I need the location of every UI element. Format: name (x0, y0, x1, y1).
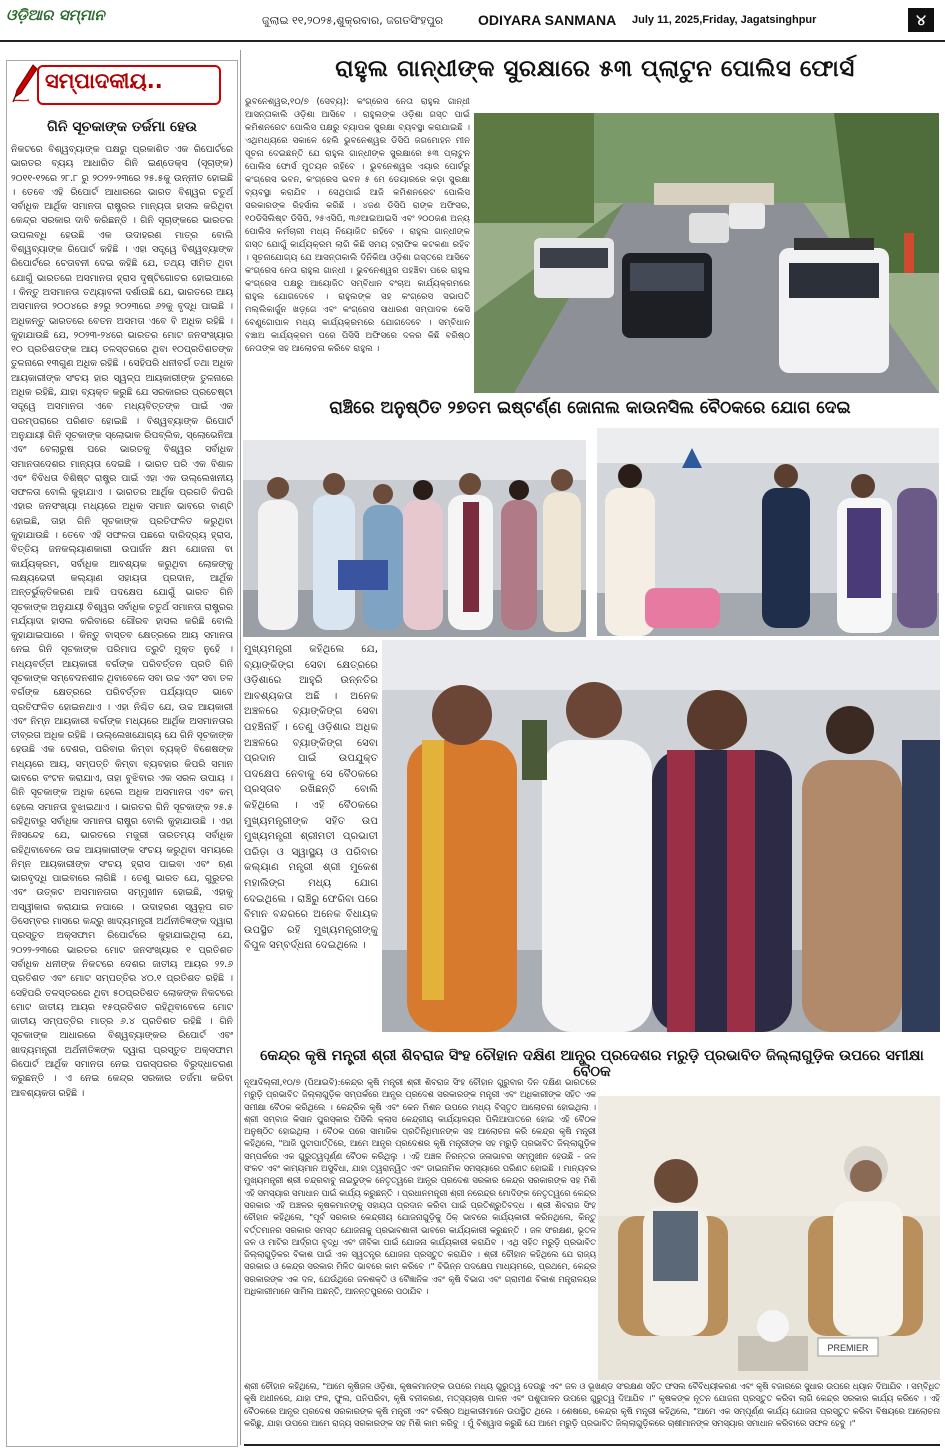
date-odia: ଜୁଲାଇ ୧୧,୨୦୨୫,ଶୁକ୍ରବାର, ଜଗତସିଂହପୁର (262, 14, 444, 27)
story2-body: ମୁଖ୍ୟମନ୍ତ୍ରୀ କହିଥିଲେ ଯେ, ବ୍ୟାଙ୍କିଙ୍ଗ ସେବା କ୍ଷେତ୍ରରେ ଓଡ଼ିଶାରେ ଆହୁରି ଉନ୍ନତିର ଆବଶ୍ୟକତା ଅଛି । ଅନେକ ଅଞ୍ଚଳରେ ବ୍ୟାଙ୍କିଙ୍ଗ ସେବା ପହଞ୍ଚିନାହିଁ । ତେଣୁ ଓଡ଼ିଶାର ଅଧିକ ଅଞ୍ଚଳରେ ବ୍ୟାଙ୍କିଙ୍ଗ ସେବା ପ୍ରଦାନ ପାଇଁ ଉପଯୁକ୍ତ ପଦକ୍ଷେପ ନେବାକୁ ସେ ବୈଠକରେ ପ୍ରସ୍ତାବ ରଖିଛନ୍ତି ବୋଲି କହିଥିଲେ । ଏହି ବୈଠକରେ ମୁଖ୍ୟମନ୍ତ୍ରୀଙ୍କ ସହିତ ଉପ ମୁଖ୍ୟମନ୍ତ୍ରୀ ଶ୍ରୀମତୀ ପ୍ରଭାତୀ ପରିଡ଼ା ଓ ସ୍ୱାସ୍ଥ୍ୟ ଓ ପରିବାର କଲ୍ୟାଣ ମନ୍ତ୍ରୀ ଶ୍ରୀ ମୁକେଶ ମହାଲିଙ୍ଗ ମଧ୍ୟ ଯୋଗ ଦେଇଥିଲେ । ରାଞ୍ଚିରୁ ଫେରିବା ପରେ ବିମାନ ବନ୍ଦରରେ ଅନେକ ବିଧାୟକ ଉପସ୍ଥିତ ରହି ମୁଖ୍ୟମନ୍ତ୍ରୀଙ୍କୁ ବିପୁଳ ସମ୍ବର୍ଦ୍ଧନା ଦେଇଥିଲେ । (244, 644, 378, 952)
date-english: July 11, 2025,Friday, Jagatsinghpur (632, 14, 817, 26)
editorial-body: ନିକଟରେ ବିଶ୍ୱବ୍ୟାଙ୍କ ପକ୍ଷରୁ ପ୍ରକାଶିତ ଏକ ରିପୋର୍ଟରେ ଭାରତର ବ୍ୟୟ ଆଧାରିତ ଗିନି ଇଣ୍ଡେକ୍ସ (ସୂଚାଙ୍କ) ୨୦୧୧-୧୨ରେ ୨୮.୮ ରୁ ୨୦୨୨-୨୩ରେ ୨୫.୫କୁ ଉନ୍ନୀତ ହୋଇଛି । ତେବେ ଏହି ରିପୋର୍ଟ ଆଧାରରେ ଭାରତ ବିଶ୍ୱର ଚତୁର୍ଥ ସର୍ବାଧିକ ଆର୍ଥିକ ସମାନତା ରାଷ୍ଟ୍ରର ମାନ୍ୟତା ହାସଲ କରିଥିବା କେନ୍ଦ୍ର ସରକାର ଦାବି କରିଛନ୍ତି । ଗିନି ସୂଚାଙ୍କରେ ଭାରତର ଉପଲବ୍ଧି ହେଉଛି ଏକ ଉଦାହରଣ ମାତ୍ର ବୋଲି ବିଶ୍ୱବ୍ୟାଙ୍କ ରିପୋର୍ଟ କହିଛି । ଏହା ସତ୍ତ୍ୱେ ବିଶ୍ୱବ୍ୟାଙ୍କ ରିପୋର୍ଟରେ ଚେତାବନୀ ଦେଇ କହିଛି ଯେ, ତଥ୍ୟ ସୀମିତ ଥିବା ଯୋଗୁଁ ଭାରତରେ ଅସମାନତା ହ୍ରାସ ଦୃଷ୍ଟିଗୋଚର ହୋଇପାରେ । କିନ୍ତୁ ଅସମାନତା ତଥ୍ୟାବଳୀ ଦର୍ଶାଉଛି ଯେ, ଭାରତରେ ଆୟ ଅସମାନତା ୨୦୦୪ରେ ୫୨ରୁ ୨୦୨୩ରେ ୬୨କୁ ବୃଦ୍ଧି ପାଇଛି । ଅଧିକନ୍ତୁ ଭାରତରେ ବେତନ ଅସମତା ଏବେ ବି ଅଧିକ ରହିଛି । କୁହାଯାଉଛି ଯେ, ୨୦୨୩-୨୪ରେ ଭାରତର ମୋଟ ଜନସଂଖ୍ୟାର ୧୦ ପ୍ରତିଶତଙ୍କ ଆୟ ତଳସ୍ତରରେ ଥିବା ୧୦ପ୍ରତିଶତଙ୍କ ତୁଳନାରେ ୧୩ଗୁଣ ଅଧିକ ରହିଛି । ସେହିପରି ଧନୀବର୍ଗ ତଥା ଅଧିକ ଆୟକାରୀଙ୍କ ସଂଚୟ ହାର ସ୍ୱଳ୍ପ ଆୟକାରୀଙ୍କ ତୁଳନାରେ ଅଧିକ ରହିଛି, ଯାହା ବ୍ୟକ୍ତ କରୁଛି ଯେ ସରକାରର ପ୍ରଚେଷ୍ଟା ସତ୍ତ୍ୱେ ଅସମାନତା ଏବେ ମଧ୍ୟବିତ୍ତଙ୍କ ପାଇଁ ଏକ ପରମ୍ପରାରେ ପରିଣତ ହୋଇଛି । ବିଶ୍ୱବ୍ୟାଙ୍କ ରିପୋର୍ଟ ଅନୁଯାୟୀ ଗିନି ସୂଚକାଙ୍କ ସ୍ଲୋଭାକ ରିପବ୍ଲିକ, ସ୍ଲୋଭେନିଆ ଏବଂ ବେଲାରୁଷ ପରେ ଭାରତକୁ ବିଶ୍ୱର ସର୍ବାଧିକ ସମାନତାଦେଶର ମାନ୍ୟତା ଦେଇଛି । ଭାରତ ପରି ଏକ ବିଶାଳ ଏବଂ ବିବିଧତା ବିଶିଷ୍ଟ ରାଷ୍ଟ୍ର ପାଇଁ ଏହା ଏକ ଉଲ୍ଲେଖନୀୟ ସଫଳତା ବୋଲି କୁହାଯାଏ । ଭାରତର ଆର୍ଥିକ ପ୍ରଗତି କିପରି ଏହାର ଜନସଂଖ୍ୟା ମଧ୍ୟରେ ଅଧିକ ସମାନ ଭାବରେ ବାଣ୍ଟି ହୋଇଛି, ତାହା ଗିନି ସୂଚକାଙ୍କ ପ୍ରତିଫଳିତ କରୁଥିବା କୁହାଯାଉଛି । ତେବେ ଏହି ସଫଳତା ପଛରେ ଦାରିଦ୍ର୍ୟ ହ୍ରାସ, ବିତ୍ତିୟ ଜନକଲ୍ୟାଣକାରୀ ଉପାର୍ଜନ କ୍ଷମ ଯୋଜନା ବା କାର୍ଯ୍ୟକ୍ରମ, ସର୍ବାଧିକ ଆବଶ୍ୟକ କରୁଥିବା ଲୋକଙ୍କୁ ଲକ୍ଷ୍ୟଭେଦୀ କଲ୍ୟାଣ ସହାୟତା ପ୍ରଦାନ, ଆର୍ଥିକ ଅନ୍ତର୍ଭୁକ୍ତିକରଣ ଆଦି ପଦକ୍ଷେପ ଯୋଗୁଁ ଭାରତ ଗିନି ସୂଚକାଙ୍କ ଅନୁଯାୟୀ ବିଶ୍ୱର ସର୍ବାଧିକ ଚତୁର୍ଥ ସମାନତା ରାଷ୍ଟ୍ରର ମର୍ଯ୍ୟାଦା ହାସଲ କରିବାରେ ଗୌରବ ହାସଲ କରିଛି ବୋଲି କୁହାଯାଇପାରେ । କିନ୍ତୁ ବାସ୍ତବ କ୍ଷେତ୍ରରେ ଆୟ ସମାନତା ନେଇ ଗିନି ସୂଚକାଙ୍କ ପରିମାପ ତ୍ରୁଟି ମୁକ୍ତ ନୁହେଁ । ମଧ୍ୟବର୍ତ୍ତୀ ଆୟକାରୀ ବର୍ଗଙ୍କ ପରିବର୍ତ୍ତନ ପ୍ରତି ଗିନି ସୂଚକାଙ୍କ ସମ୍ବେଦନଶୀଳ ଥିବାବେଳେ ସବା ଉଚ୍ଚ ଏବଂ ସବା ତଳ ବର୍ଗଙ୍କ କ୍ଷେତ୍ରରେ ପରିବର୍ତ୍ତନ ପର୍ଯ୍ୟାପ୍ତ ଭାବେ ପ୍ରତିଫଳିତ ହୋଇନଥାଏ । ଏହା ନିଶ୍ଚିତ ଯେ, ଉଚ୍ଚ ଆୟକାରୀ ଏବଂ ନିମ୍ନ ଆୟକାରୀ ବର୍ଗଙ୍କ ମଧ୍ୟରେ ଆର୍ଥିକ ଅସମାନତାର ତୀବ୍ରତା ଅଧିକ ରହିଛି । ଉଲ୍ଲେଖଯୋଗ୍ୟ ଯେ ଗିନି ସୂଚକାଙ୍କ ହେଉଛି ଏକ ଦେଶର, ପରିବାର କିମ୍ବା ବ୍ୟକ୍ତି ବିଶେଷଙ୍କ ମଧ୍ୟରେ ଆୟ, ସମ୍ପତ୍ତି କିମ୍ବା ବ୍ୟବହାର କିପରି ସମାନ ଭାବରେ ବଂଟନ କରାଯାଏ, ତାହା ବୁଝିବାର ଏକ ସରଳ ଉପାୟ । ଗିନି ସୂଚକାଙ୍କ ଅଧିକ ହେଲେ ଅଧିକ ଅସମାନତା ଏବଂ କମ୍ ହେଲେ ସମାନତା ବୁଝାଇଥାଏ । ଭାରତର ଗିନି ସୂଚକାଙ୍କ ୨୫.୫ ରହିଥିବାରୁ ସର୍ବାଧିକ ସମାନତା ରାଷ୍ଟ୍ର ବୋଲି କୁହାଯାଉଛି । ଏହା ନିଃସନ୍ଦେହ ଯେ, ଭାରତରେ ମଜୁରୀ ତାରତମ୍ୟ ସର୍ବାଧିକ ରହିଥିବାବେଳେ ଉଚ୍ଚ ଆୟକାରୀଙ୍କ ସଂଚୟ କରୁଥିବା ସମୟରେ ନିମ୍ନ ଆୟକାରୀଙ୍କ ସଂଚୟ ହ୍ରାସ ପାଇବା ଏବଂ ଋଣ ଭାରବୃଦ୍ଧି ପାଇବାରେ ଲାଗିଛି । ତେଣୁ ଭାରତ ଯେ, ଗୁରୁତର ଏବଂ ଉତ୍କଟ ଅସମାନତାର ସମ୍ମୁଖୀନ ହୋଇଛି, ଏହାକୁ ଅସ୍ୱୀକାର କରାଯାଇ ନପାରେ । ଉଦାହରଣ ସ୍ୱରୂପ ଗତ ଡିସେମ୍ବର ମାସରେ କନ୍ଦ୍ରୁ ଖାଦ୍ୟମନ୍ତ୍ରୀ ଅର୍ଥନୀତିଜ୍ଞଙ୍କ ଦ୍ୱାରା ପ୍ରସ୍ତୁତ ଅକ୍ସଫାମ ରିପୋର୍ଟରେ କୁହାଯାଇଥିଲା ଯେ, ୨୦୨୨-୨୩ରେ ଭାରତର ମୋଟ ଜନସଂଖ୍ୟାର ୧ ପ୍ରତିଶତ ସର୍ବାଧିକ ଧନୀଙ୍କ ନିକଟରେ ଦେଶର ଜାତୀୟ ଆୟର ୨୨.୬ ପ୍ରତିଶତ ଏବଂ ମୋଟ ସମ୍ପତ୍ତିର ୪୦.୧ ପ୍ରତିଶତ ରହିଛି । ସେହିପରି ତଳସ୍ତରରେ ଥିବା ୫୦ପ୍ରତିଶତ ଲୋକଙ୍କ ନିକଟରେ ମୋଟ ଜାତୀୟ ଆୟର ୧୫ପ୍ରତିଶତ ରହିଥିବାବେଳେ ମୋଟ ଜାତୀୟ ସମ୍ପତ୍ତିର ମାତ୍ର ୬.୪ ପ୍ରତିଶତ ରହିଛି । ଗିନି ସୂଚକାଙ୍କ ଆଧାରରେ ବିଶ୍ୱବ୍ୟାଙ୍କର ରିପୋର୍ଟ ଏବଂ ଖାଦ୍ୟମନ୍ତ୍ରୀ ଅର୍ଥନୀତିଜ୍ଞଙ୍କ ଦ୍ୱାରା ପ୍ରସ୍ତୁତ ଅକ୍ସଫାମ ରିପୋର୍ଟ ଆର୍ଥିକ ସମାନତା ନେଇ ପରସ୍ପରର ବିରୁଦ୍ଧାଚରଣ କରୁଛନ୍ତି । ଏ ନେଇ କେନ୍ଦ୍ର ସରକାର ତର୍ଜମା କରିବା ଆବଶ୍ୟକତା ରହିଛି । (11, 144, 233, 1099)
editorial-column (6, 60, 238, 1447)
masthead-logo: ଓଡ଼ିଆର ସମ୍ମାନ (6, 6, 105, 24)
pen-icon (11, 63, 39, 103)
welcome-photo-group (243, 440, 586, 637)
meeting-photo (598, 1096, 940, 1380)
story3-bottom-body: ଶ୍ରୀ ଚୌହାନ କହିଥିଲେ, "ଆମେ କୃଷିଜଳ ଓଡ଼ିଶା, କୃଷକମାନଙ୍କ ଉପରେ ମଧ୍ୟ ଗୁରୁତ୍ୱ ଦେଉଛୁ ଏବଂ ଜଳ ଓ ଭୂଖଣ୍ଡ ସଂରକ୍ଷଣ ସହିତ ଫସଲ ବୈବିଧ୍ୟୀକରଣ ଏବଂ କୃଷି ବଜାରରେ ସୁଧାର ଉପରେ ଧ୍ୟାନ ଦିଆଯିବ । ସମ୍ବିଧିତ କୃଷି ଅଧୀନରେ, ଯାହା ଫଳ, ଫୁଲ, ପନିପରିବା, କୃଷି ବନୀକରଣ, ମତ୍ସ୍ୟଚାଷ ପାଳନ ଏବଂ ପଶୁପାଳନ ଉପରେ ଗୁରୁତ୍ୱ ଦିଆଯିବ ।" କୃଷକଙ୍କ ନୂତନ ଯୋଜନା ପ୍ରସ୍ତୁତ କରିବା ଲାଗି କେନ୍ଦ୍ର ସରକାର କାର୍ଯ୍ୟ କରିବେ । ଏହି ବୈଠକରେ ଆନ୍ଧ୍ର ପ୍ରଦେଶ ସରକାରଙ୍କ କୃଷି ମନ୍ତ୍ରୀ ଏବଂ ବରିଷ୍ଠ ଅଧିକାରୀମାନେ ଉପସ୍ଥିତ ଥିଲେ । ଶେଷରେ, କେନ୍ଦ୍ର କୃଷି ମନ୍ତ୍ରୀ କହିଥିଲେ, "ଆମେ ଏକ ସମ୍ପୂର୍ଣ୍ଣ କାର୍ଯ୍ୟ ଯୋଜନା ପ୍ରସ୍ତୁତ କରିବା ବିଷୟରେ ଆଲୋଚନା କରିଛୁ, ଯାହା ଉପରେ ଆମେ ରାଜ୍ୟ ସରକାରଙ୍କ ସହ ମିଶି କାମ କରିବୁ । ମୁଁ ବିଶ୍ୱାସ କରୁଛି ଯେ ଆମେ ମରୁଡ଼ି ପ୍ରଭାବିତ ଜିଲ୍ଲାଗୁଡ଼ିକରେ ଚାଷୀମାନଙ୍କ ସମସ୍ୟାର ସମାଧାନ କରିବାରେ ସଫଳ ହେବୁ ।" (244, 1381, 940, 1428)
column-divider (240, 50, 241, 1445)
story1-headline: ରାହୁଲ ଗାନ୍ଧୀଙ୍କ ସୁରକ୍ଷାରେ ୫୩ ପ୍ଲାଟୁନ ପୋଲିସ ଫୋର୍ସ (335, 56, 855, 82)
editorial-heading: ସମ୍ପାଦକୀୟ.. (45, 69, 163, 93)
story2-headline: ରାଞ୍ଚିରେ ଅନୁଷ୍ଠିତ ୨୭ତମ ଇଷ୍ଟର୍ଣ୍ଣ ଜୋନାଲ କାଉନସିଲ ବୈଠକରେ ଯୋଗ ଦେଇ (329, 398, 851, 418)
story1-body: ଭୁବନେଶ୍ୱର,୧୦/୭ (ସେବ୍ୟ): କଂଗ୍ରେସ ନେତା ରାହୁଲ ଗାନ୍ଧୀ ଆସନ୍ତାକାଲି ଓଡ଼ିଶା ଆସିବେ । ରାହୁଲଙ୍କ ଓଡ଼ିଶା ଗସ୍ତ ପାଇଁ କମିଶନରେଟ ପୋଲିସ ପକ୍ଷରୁ ବ୍ୟାପକ ସୁରକ୍ଷା ବ୍ୟବସ୍ଥା କରାଯାଇଛି । ଏଥିମଧ୍ୟରେ ସକାଳେ ହେଲି ଭୁବନେଶ୍ୱର ଡିସିପି ଜଗମୋହନ ମୀନ ସୂଚନା ଦେଇଛନ୍ତି ଯେ ରାହୁଲ ଗାନ୍ଧୀଙ୍କ ସୁରକ୍ଷାରେ ୫୩ ପ୍ଲାଟୁନ ପୋଲିସ ଫୋର୍ସ ମୁତୟନ ରହିବେ । ଭୁବନେଶ୍ୱର ଏୟାର ପୋର୍ଟରୁ କଂଗ୍ରେସ ଭବନ, କଂଗ୍ରେସ ଭବନ ୫ ମେ ଡେୟାରରେ କଡ଼ା ସୁରକ୍ଷା ବ୍ୟବସ୍ଥା କରାଯିବ । ସେଥିପାଇଁ ଆଜି କମିଶନରେଟ ପୋଲିସ ସରକାରଙ୍କ ରିହର୍ସାଲ କରିଛି । ୪ଜଣ ଡିସିପି ରାଙ୍କ ଅଫିସର, ୧୦ଡିସିଲିଷ୍ଟ ଡିସିପି, ୨୫ଏସିପି, ୩୬ଆଇଆଇସି ଏବଂ ୨୦୦ଜଣ ଅନ୍ୟ ପୋଲିସ କର୍ମଚାରୀ ମଧ୍ୟ ନିୟୋଜିତ ରହିବେ । ରାହୁଲ ଗାନ୍ଧୀଙ୍କ ଗସ୍ତ ଯୋଗୁଁ କାର୍ଯ୍ୟକ୍ରମ ଲାଗି କିଛି ସମୟ ଟ୍ରାଫିକ କଟକଣା ରହିବ । ସୂଚନାଯୋଗ୍ୟ ଯେ ଆସନ୍ତାକାଲି ଦିନିକିଆ ଓଡ଼ିଶା ଗସ୍ତରେ ଆସିବେ କଂଗ୍ରେସ ନେତା ରାହୁଲ ଗାନ୍ଧୀ । ଭୁବନେଶ୍ୱର ପହଞ୍ଚିବା ପରେ ରାହୁଲ କଂଗ୍ରେସ ପକ୍ଷରୁ ଆୟୋଜିତ ସମ୍ବିଧାନ ବଂଚାଅ କାର୍ଯ୍ୟକ୍ରମରେ ରାହୁଲ ଯୋଗଦେବେ । ରାହୁଲଙ୍କ ସହ କଂଗ୍ରେସ ସଭାପତି ମଲ୍ଲିକାର୍ଜୁନ ଖଡ଼୍ଗେ ଏବଂ କଂଗ୍ରେସ ସାଧାରଣ ସମ୍ପାଦକ କେସି ବେଣୁଗୋପାଳ ମଧ୍ୟ କାର୍ଯ୍ୟକ୍ରମରେ ଯୋଗଦେବେ । ସମ୍ବିଧାନ ବଞ୍ଚାଅ କାର୍ଯ୍ୟକ୍ରମ ପରେ ପିସିସି ଅଫିସରେ ଦଳର କିଛି ବରିଷ୍ଠ ନେତାଙ୍କ ସହ ଆଲୋଚନା କରିବେ ରାହୁଲ । (245, 97, 470, 354)
editorial-heading-block (7, 61, 237, 109)
convoy-photo (474, 113, 939, 393)
namaste-photo (382, 640, 940, 1032)
story3-body: ନୂଆଦିଲ୍ଲୀ,୧୦/୭ (ପିଆଇବି):କେନ୍ଦ୍ର କୃଷି ମନ୍ତ୍ରୀ ଶ୍ରୀ ଶିବରାଜ ସିଂହ ଚୌହାନ ଗୁରୁବାର ଦିନ ଦକ୍ଷିଣ ଭାରତରେ ମରୁଡ଼ି ପ୍ରଭାବିତ ଜିଲ୍ଲାଗୁଡ଼ିକ ସମ୍ପର୍କରେ ଆନ୍ଧ୍ର ପ୍ରଦେଶ ସରକାରଙ୍କ ମନ୍ତ୍ରୀ ଏବଂ ଅଧିକାରୀଙ୍କ ସହିତ ଏକ ସମୀକ୍ଷା ବୈଠକ କରିଥିଲେ । କେନ୍ଦ୍ରିକ କୃଷି ଏବଂ କେନ ମିଶନ ଉପରେ ମଧ୍ୟ ବିସ୍ତୃତ ଆଲୋଚନା ହୋଇଥିଲା । ଶ୍ରୀ ସମ୍ବାଜ କିସାନ ପୁରସ୍କାର ପିସିଲି କ୍ଲାସ କେନ୍ଦ୍ରୀୟ କାର୍ଯ୍ୟାଳୟର ପିଲିଆପାତରେ ହୋଇ ଏହି ବୈଠକ ଅନୁଷ୍ଠିତ ହୋଇଥିଲା । ବୈଠକ ପରେ ସାମାଜିକ ପ୍ରତିନିଧିମାନଙ୍କ ସହ ଆଲୋଚନା କରି କେନ୍ଦ୍ର କୃଷି ମନ୍ତ୍ରୀ କହିଥିଲେ, "ଆଜି ପୁଟାପାର୍ତ୍ତିରେ, ଆମେ ଆନ୍ଧ୍ର ପ୍ରଦେଶର କୃଷି ମନ୍ତ୍ରୀଙ୍କ ସହ ମରୁଡ଼ି ପ୍ରଭାବିତ ଜିଲ୍ଲାଗୁଡ଼ିକ ସମ୍ପର୍କରେ ଏକ ଗୁରୁତ୍ୱପୂର୍ଣ୍ଣ ବୈଠକ କରିଥିଲୁ । ଏହି ଅଞ୍ଚଳ ନିରନ୍ତର ଜଳାଭାବର ସମ୍ମୁଖୀନ ହେଉଛି - ଜଳ ସଂକଟ ଏବଂ କାମ୍ୟମାନ ଅସୁବିଧା, ଯାହା ତ୍ୱରାନ୍ୱିତ ଏବଂ ଡାଇନାମିକ ସମସ୍ୟାରେ ପରିଣତ ହୋଇଛି । ମାନ୍ୟବର ମୁଖ୍ୟମନ୍ତ୍ରୀ ଶ୍ରୀ ଚନ୍ଦ୍ରବାବୁ ନାଇଡୁଙ୍କ ନେତୃତ୍ୱରେ ଆନ୍ଧ୍ର ପ୍ରଦେଶ ସରକାର କେନ୍ଦ୍ର ସରକାରଙ୍କ ସହ ମିଶି ଏହି ସମସ୍ୟାର ସମାଧାନ ପାଇଁ କାର୍ଯ୍ୟ କରୁଛନ୍ତି । ପ୍ରଧାନମନ୍ତ୍ରୀ ଶ୍ରୀ ନରେନ୍ଦ୍ର ମୋଦିଙ୍କ ନେତୃତ୍ୱରେ କେନ୍ଦ୍ର ସରକାର ଏହି ଅଞ୍ଚଳର କୃଷକମାନଙ୍କୁ ସହାୟତା ପ୍ରଦାନ କରିବା ପାଇଁ ପ୍ରତିଶ୍ରୁତିବଦ୍ଧ । ଶ୍ରୀ ଶିବରାଜ ସିଂହ ଚୌହାନ କହିଥିଲେ, "ପୂର୍ବ ସରକାର କେନ୍ଦ୍ରୀୟ ଯୋଜନାଗୁଡ଼ିକୁ ଠିକ୍ ଭାବରେ କାର୍ଯ୍ୟକାରୀ କରିନଥିଲେ, କିନ୍ତୁ ବର୍ତ୍ତମାନର ସରକାର ସମସ୍ତ ଯୋଜନାକୁ ପ୍ରଭାବଶାଳୀ ଭାବରେ କାର୍ଯ୍ୟକାରୀ କରୁଛନ୍ତି । ଜଳ ସଂରକ୍ଷଣ, ଭୂତଳ ଜଳ ଓ ମାଟିର ଆର୍ଦ୍ରତା ବୃଦ୍ଧି ଏବଂ ଜୀବିକା ପାଇଁ ଯୋଜନା କାର୍ଯ୍ୟକାରୀ କରାଯିବ । ଏଥି ସହିତ ମରୁଡ଼ି ପ୍ରଭାବିତ ଜିଲ୍ଲାଗୁଡ଼ିକର ବିକାଶ ପାଇଁ ଏକ ସ୍ୱତନ୍ତ୍ର ଯୋଜନା ପ୍ରସ୍ତୁତ କରାଯିବ । ଶ୍ରୀ ଚୌହାନ କହିଥିଲେ ଯେ ରାଜ୍ୟ ସରକାର ଓ କେନ୍ଦ୍ର ସରକାର ମିଳିତ ଭାବରେ କାମ କରିବେ ।" ବିଭିନ୍ନ ପଦକ୍ଷେପ ମାଧ୍ୟମରେ, ପ୍ରଥମେ, କେନ୍ଦ୍ର ସରକାରଙ୍କ ଏକ ଦଳ, ଯେଉଁଥିରେ ଜଳଶକ୍ତି ଓ ବୈଜ୍ଞାନିକ ଏବଂ କୃଷି ବିଭାଗ ଏବଂ ଗ୍ରାମୀଣ ବିକାଶ ମନ୍ତ୍ରାଳୟର ଅଧିକାରୀମାନେ ସାମିଲ ଅଛନ୍ତି, ଆନନ୍ତପୁରରେ ପଠାଯିବ । (244, 1077, 596, 1297)
page-header (0, 0, 945, 42)
bottom-rule (244, 1444, 940, 1446)
paper-name: ODIYARA SANMANA (478, 12, 617, 28)
story3-headline: କେନ୍ଦ୍ର କୃଷି ମନ୍ତ୍ରୀ ଶ୍ରୀ ଶିବରାଜ ସିଂହ ଚୌହାନ ଦକ୍ଷିଣ ଆନ୍ଧ୍ର ପ୍ରଦେଶର ମରୁଡ଼ି ପ୍ରଭାବିତ ଜିଲ୍ଲାଗୁଡ଼ିକ ଉପରେ ସମୀକ୍ଷା ବୈଠକ (260, 1048, 924, 1080)
handshake-photo (597, 428, 939, 636)
photo-nameplate: PREMIER (827, 1343, 869, 1353)
editorial-title: ଗିନି ସୂଚକାଙ୍କ ତର୍ଜମା ହେଉ (47, 119, 197, 135)
page-number: ୪ (908, 8, 934, 32)
